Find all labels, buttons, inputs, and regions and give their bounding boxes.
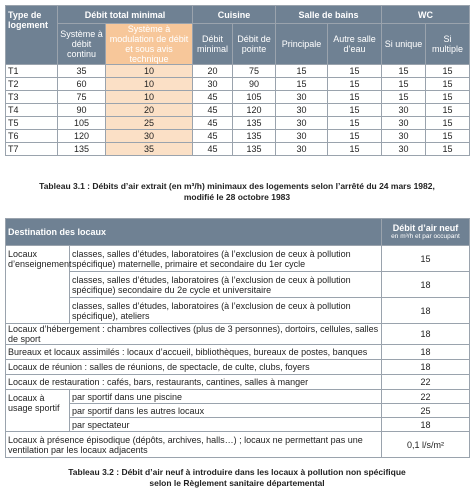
table-row [6, 91, 470, 104]
table-cell: 35 [58, 65, 106, 78]
table-cell: 15 [276, 65, 328, 78]
row-text: par sportif dans une piscine [70, 390, 382, 404]
table2-caption-line2: selon le Règlement sanitaire départemental [149, 478, 325, 488]
row-value: 18 [382, 418, 470, 432]
fresh-air-table [5, 218, 470, 458]
table-cell: 30 [276, 104, 328, 117]
row-value: 0,1 l/s/m² [382, 432, 470, 458]
row-value: 18 [382, 298, 470, 324]
table-cell: 15 [328, 143, 382, 156]
table-row [6, 143, 470, 156]
table-cell: 10 [106, 65, 193, 78]
table-cell: 30 [106, 130, 193, 143]
table-cell: 45 [193, 143, 233, 156]
table1-caption-line2: modifié le 28 octobre 1983 [183, 192, 291, 202]
header-debit-unit: en m³/h et par occupant [391, 233, 460, 240]
row-value: 22 [382, 375, 470, 390]
row-text: Locaux à présence épisodique (dépôts, archives, halls…) ; locaux ne permettant pas une ventilation par les locaux adjacents [6, 432, 382, 458]
subheader: Autre salle d’eau [328, 24, 382, 65]
table-cell: 15 [328, 65, 382, 78]
subheader: Système à débit continu [58, 24, 106, 65]
table-cell: 15 [382, 91, 426, 104]
row-value: 18 [382, 272, 470, 298]
table-cell: 20 [106, 104, 193, 117]
row-value: 15 [382, 246, 470, 272]
header-debit-air-neuf [382, 219, 470, 246]
row-text: Locaux d’hébergement : chambres collectives (plus de 3 personnes), dortoirs, cellules, salles de sport [6, 324, 382, 345]
subheader: Si unique [382, 24, 426, 65]
table-cell: 105 [58, 117, 106, 130]
table-cell: 30 [382, 104, 426, 117]
table-cell: 75 [233, 65, 276, 78]
table-cell: 120 [58, 130, 106, 143]
table-cell: 15 [328, 91, 382, 104]
subheader: Principale [276, 24, 328, 65]
header-salle-de-bains: Salle de bains [276, 6, 382, 24]
table-cell: 105 [233, 91, 276, 104]
table-cell: 135 [58, 143, 106, 156]
subheader: Si multiple [426, 24, 470, 65]
row-text: Locaux de restauration : cafés, bars, restaurants, cantines, salles à manger [6, 375, 382, 390]
table-row [6, 117, 470, 130]
row-value: 25 [382, 404, 470, 418]
table-cell: 45 [193, 130, 233, 143]
table-cell: 35 [106, 143, 193, 156]
table-cell: 15 [276, 78, 328, 91]
table-cell: 25 [106, 117, 193, 130]
table-cell: 15 [426, 91, 470, 104]
row-type-cell: T1 [6, 65, 58, 78]
table-row [6, 65, 470, 78]
row-type-cell: T6 [6, 130, 58, 143]
table-cell: 30 [382, 143, 426, 156]
row-type-cell: T5 [6, 117, 58, 130]
table-cell: 10 [106, 78, 193, 91]
table-cell: 15 [426, 117, 470, 130]
row-type-cell: T7 [6, 143, 58, 156]
row-text: classes, salles d’études, laboratoires (à l’exclusion de ceux à pollution spécifique) secondaire du 2e cycle et universitaire [70, 272, 382, 298]
table-cell: 15 [328, 104, 382, 117]
row-text: Bureaux et locaux assimilés : locaux d’accueil, bibliothèques, bureaux de postes, banques [6, 345, 382, 360]
row-text: par spectateur [70, 418, 382, 432]
row-type-cell: T2 [6, 78, 58, 91]
table-cell: 15 [382, 65, 426, 78]
row-text: classes, salles d’études, laboratoires (à l’exclusion de ceux à pollution spécifique), ateliers [70, 298, 382, 324]
table-cell: 60 [58, 78, 106, 91]
table-cell: 90 [233, 78, 276, 91]
header-type: Type de logement [6, 6, 58, 65]
table-cell: 135 [233, 143, 276, 156]
table-cell: 30 [382, 130, 426, 143]
row-value: 18 [382, 360, 470, 375]
category-enseignement: Locaux d’enseignement [6, 246, 70, 324]
table-cell: 30 [382, 117, 426, 130]
table-cell: 15 [328, 117, 382, 130]
table-cell: 10 [106, 91, 193, 104]
header-debit-label: Débit d’air neuf [392, 223, 459, 233]
table-cell: 30 [193, 78, 233, 91]
table-row [6, 130, 470, 143]
row-text: classes, salles d’études, laboratoires (à l’exclusion de ceux à pollution spécifique) maternelle, primaire et secondaire du 1er cycle [70, 246, 382, 272]
table-cell: 15 [426, 65, 470, 78]
table-cell: 20 [193, 65, 233, 78]
row-value: 18 [382, 324, 470, 345]
table-cell: 15 [382, 78, 426, 91]
row-value: 18 [382, 345, 470, 360]
header-destination: Destination des locaux [6, 219, 382, 246]
subheader: Débit de pointe [233, 24, 276, 65]
table-cell: 15 [426, 130, 470, 143]
subheader-highlighted: Système à modulation de débit et sous avis technique [106, 24, 193, 65]
table-cell: 75 [58, 91, 106, 104]
row-value: 22 [382, 390, 470, 404]
table-cell: 30 [276, 91, 328, 104]
table-row [6, 104, 470, 117]
category-sportif: Locaux à usage sportif [6, 390, 70, 432]
table-row [6, 78, 470, 91]
header-cuisine: Cuisine [193, 6, 276, 24]
table2-caption-line1: Tableau 3.2 : Débit d’air neuf à introduire dans les locaux à pollution non spécifique [68, 467, 406, 477]
table-cell: 30 [276, 130, 328, 143]
table-cell: 45 [193, 91, 233, 104]
table-cell: 135 [233, 117, 276, 130]
table-cell: 30 [276, 117, 328, 130]
table-cell: 135 [233, 130, 276, 143]
table-cell: 30 [276, 143, 328, 156]
table1-caption-line1: Tableau 3.1 : Débits d’air extrait (en m³/h) minimaux des logements selon l’arrêté du 24 mars 1982, [39, 181, 435, 191]
header-debit-total: Débit total minimal [58, 6, 193, 24]
table-cell: 120 [233, 104, 276, 117]
table-cell: 15 [328, 130, 382, 143]
table-cell: 15 [426, 143, 470, 156]
subheader: Débit minimal [193, 24, 233, 65]
row-type-cell: T3 [6, 91, 58, 104]
airflow-housing-table [5, 5, 470, 156]
row-text: Locaux de réunion : salles de réunions, de spectacle, de culte, clubs, foyers [6, 360, 382, 375]
table-cell: 15 [426, 78, 470, 91]
row-type-cell: T4 [6, 104, 58, 117]
table-cell: 15 [328, 78, 382, 91]
header-wc: WC [382, 6, 470, 24]
row-text: par sportif dans les autres locaux [70, 404, 382, 418]
table-cell: 45 [193, 117, 233, 130]
table-cell: 90 [58, 104, 106, 117]
table-cell: 15 [426, 104, 470, 117]
table-cell: 45 [193, 104, 233, 117]
